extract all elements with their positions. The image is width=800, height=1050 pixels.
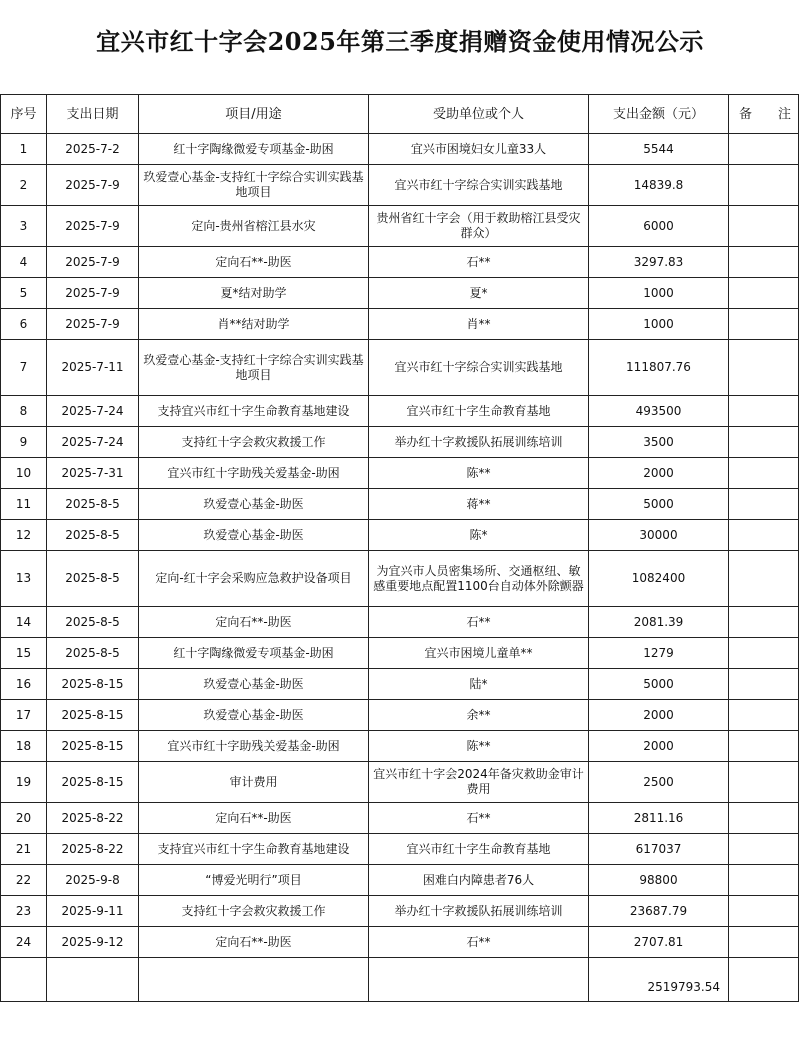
cell-project: “博爱光明行”项目 bbox=[139, 865, 369, 896]
cell-recipient: 石** bbox=[369, 803, 589, 834]
cell-index: 22 bbox=[1, 865, 47, 896]
cell-project: 支持宜兴市红十字生命教育基地建设 bbox=[139, 396, 369, 427]
cell-project: 支持红十字会救灾救援工作 bbox=[139, 896, 369, 927]
cell-date: 2025-8-15 bbox=[47, 669, 139, 700]
cell-index: 18 bbox=[1, 731, 47, 762]
cell-amount: 14839.8 bbox=[589, 165, 729, 206]
cell-recipient: 宜兴市红十字生命教育基地 bbox=[369, 834, 589, 865]
cell-index: 1 bbox=[1, 134, 47, 165]
cell-project: 定向石**-助医 bbox=[139, 803, 369, 834]
table-row bbox=[1, 206, 799, 247]
cell-remark bbox=[729, 309, 799, 340]
cell-index: 10 bbox=[1, 458, 47, 489]
cell-remark bbox=[729, 607, 799, 638]
cell-recipient: 陆* bbox=[369, 669, 589, 700]
cell-date: 2025-8-22 bbox=[47, 834, 139, 865]
table-row bbox=[1, 247, 799, 278]
cell-project: 定向石**-助医 bbox=[139, 247, 369, 278]
cell-index: 9 bbox=[1, 427, 47, 458]
cell-remark bbox=[729, 927, 799, 958]
cell-index: 5 bbox=[1, 278, 47, 309]
cell-index: 2 bbox=[1, 165, 47, 206]
cell-date: 2025-9-12 bbox=[47, 927, 139, 958]
cell-remark bbox=[729, 458, 799, 489]
cell-recipient: 宜兴市红十字生命教育基地 bbox=[369, 396, 589, 427]
total-project-cell bbox=[139, 958, 369, 1002]
cell-date: 2025-7-24 bbox=[47, 396, 139, 427]
cell-recipient: 宜兴市困境妇女儿童33人 bbox=[369, 134, 589, 165]
total-date-cell bbox=[47, 958, 139, 1002]
header-amount: 支出金额（元） bbox=[589, 95, 729, 134]
cell-project: 定向石**-助医 bbox=[139, 927, 369, 958]
table-row bbox=[1, 865, 799, 896]
cell-amount: 2081.39 bbox=[589, 607, 729, 638]
cell-date: 2025-7-9 bbox=[47, 165, 139, 206]
cell-remark bbox=[729, 638, 799, 669]
cell-index: 24 bbox=[1, 927, 47, 958]
cell-index: 12 bbox=[1, 520, 47, 551]
cell-date: 2025-9-11 bbox=[47, 896, 139, 927]
cell-date: 2025-7-9 bbox=[47, 206, 139, 247]
cell-project: 宜兴市红十字助残关爱基金-助困 bbox=[139, 458, 369, 489]
cell-amount: 2000 bbox=[589, 700, 729, 731]
header-remark: 备 注 bbox=[729, 95, 799, 134]
cell-project: 玖爱壹心基金-助医 bbox=[139, 489, 369, 520]
cell-remark bbox=[729, 896, 799, 927]
cell-amount: 6000 bbox=[589, 206, 729, 247]
cell-index: 4 bbox=[1, 247, 47, 278]
cell-project: 肖**结对助学 bbox=[139, 309, 369, 340]
cell-remark bbox=[729, 700, 799, 731]
cell-amount: 2811.16 bbox=[589, 803, 729, 834]
cell-recipient: 为宜兴市人员密集场所、交通枢纽、敏感重要地点配置1100台自动体外除颤器 bbox=[369, 551, 589, 607]
cell-index: 6 bbox=[1, 309, 47, 340]
cell-recipient: 举办红十字救援队拓展训练培训 bbox=[369, 896, 589, 927]
cell-amount: 5000 bbox=[589, 669, 729, 700]
cell-date: 2025-8-15 bbox=[47, 731, 139, 762]
table-row bbox=[1, 520, 799, 551]
total-remark-cell bbox=[729, 958, 799, 1002]
cell-amount: 23687.79 bbox=[589, 896, 729, 927]
cell-recipient: 困难白内障患者76人 bbox=[369, 865, 589, 896]
cell-recipient: 贵州省红十字会（用于救助榕江县受灾群众） bbox=[369, 206, 589, 247]
table-row bbox=[1, 458, 799, 489]
table-row bbox=[1, 165, 799, 206]
cell-index: 11 bbox=[1, 489, 47, 520]
cell-date: 2025-7-11 bbox=[47, 340, 139, 396]
cell-recipient: 宜兴市红十字综合实训实践基地 bbox=[369, 165, 589, 206]
cell-project: 支持宜兴市红十字生命教育基地建设 bbox=[139, 834, 369, 865]
cell-date: 2025-8-5 bbox=[47, 489, 139, 520]
total-index-cell bbox=[1, 958, 47, 1002]
cell-amount: 493500 bbox=[589, 396, 729, 427]
cell-amount: 1000 bbox=[589, 278, 729, 309]
cell-date: 2025-7-2 bbox=[47, 134, 139, 165]
cell-date: 2025-9-8 bbox=[47, 865, 139, 896]
cell-date: 2025-7-24 bbox=[47, 427, 139, 458]
cell-index: 23 bbox=[1, 896, 47, 927]
cell-remark bbox=[729, 834, 799, 865]
cell-amount: 3297.83 bbox=[589, 247, 729, 278]
table-header-row bbox=[1, 95, 799, 134]
cell-project: 夏*结对助学 bbox=[139, 278, 369, 309]
table-row bbox=[1, 489, 799, 520]
cell-amount: 2000 bbox=[589, 731, 729, 762]
cell-remark bbox=[729, 278, 799, 309]
cell-remark bbox=[729, 206, 799, 247]
table-row bbox=[1, 927, 799, 958]
header-recipient: 受助单位或个人 bbox=[369, 95, 589, 134]
table-row bbox=[1, 731, 799, 762]
cell-recipient: 举办红十字救援队拓展训练培训 bbox=[369, 427, 589, 458]
page-title: 宜兴市红十字会2025年第三季度捐赠资金使用情况公示 bbox=[96, 27, 704, 56]
cell-remark bbox=[729, 803, 799, 834]
table-row bbox=[1, 396, 799, 427]
cell-index: 7 bbox=[1, 340, 47, 396]
table-row bbox=[1, 340, 799, 396]
cell-date: 2025-8-5 bbox=[47, 520, 139, 551]
cell-recipient: 宜兴市红十字会2024年备灾救助金审计费用 bbox=[369, 762, 589, 803]
cell-index: 21 bbox=[1, 834, 47, 865]
cell-remark bbox=[729, 247, 799, 278]
cell-amount: 98800 bbox=[589, 865, 729, 896]
cell-date: 2025-7-9 bbox=[47, 247, 139, 278]
cell-recipient: 石** bbox=[369, 247, 589, 278]
cell-index: 19 bbox=[1, 762, 47, 803]
cell-recipient: 宜兴市困境儿童单** bbox=[369, 638, 589, 669]
cell-project: 宜兴市红十字助残关爱基金-助困 bbox=[139, 731, 369, 762]
cell-recipient: 石** bbox=[369, 927, 589, 958]
cell-amount: 1279 bbox=[589, 638, 729, 669]
cell-date: 2025-7-9 bbox=[47, 278, 139, 309]
cell-project: 定向-贵州省榕江县水灾 bbox=[139, 206, 369, 247]
cell-recipient: 宜兴市红十字综合实训实践基地 bbox=[369, 340, 589, 396]
cell-remark bbox=[729, 340, 799, 396]
table-row bbox=[1, 551, 799, 607]
cell-remark bbox=[729, 134, 799, 165]
cell-recipient: 石** bbox=[369, 607, 589, 638]
cell-amount: 2500 bbox=[589, 762, 729, 803]
table-row bbox=[1, 278, 799, 309]
table-row bbox=[1, 669, 799, 700]
table-row bbox=[1, 638, 799, 669]
cell-date: 2025-8-15 bbox=[47, 762, 139, 803]
table-row bbox=[1, 309, 799, 340]
cell-amount: 2000 bbox=[589, 458, 729, 489]
cell-amount: 5000 bbox=[589, 489, 729, 520]
cell-index: 15 bbox=[1, 638, 47, 669]
table-row bbox=[1, 762, 799, 803]
cell-project: 玖爱壹心基金-支持红十字综合实训实践基地项目 bbox=[139, 340, 369, 396]
table-row bbox=[1, 700, 799, 731]
cell-amount: 111807.76 bbox=[589, 340, 729, 396]
cell-index: 20 bbox=[1, 803, 47, 834]
cell-recipient: 余** bbox=[369, 700, 589, 731]
cell-amount: 1000 bbox=[589, 309, 729, 340]
cell-index: 14 bbox=[1, 607, 47, 638]
cell-remark bbox=[729, 489, 799, 520]
total-recipient-cell bbox=[369, 958, 589, 1002]
cell-recipient: 陈** bbox=[369, 458, 589, 489]
table-row bbox=[1, 803, 799, 834]
cell-date: 2025-7-9 bbox=[47, 309, 139, 340]
table-row bbox=[1, 896, 799, 927]
cell-project: 审计费用 bbox=[139, 762, 369, 803]
cell-date: 2025-7-31 bbox=[47, 458, 139, 489]
cell-amount: 1082400 bbox=[589, 551, 729, 607]
table-row bbox=[1, 834, 799, 865]
table-row bbox=[1, 607, 799, 638]
cell-project: 红十字陶缘微爱专项基金-助困 bbox=[139, 134, 369, 165]
table-row bbox=[1, 427, 799, 458]
header-project: 项目/用途 bbox=[139, 95, 369, 134]
cell-project: 玖爱壹心基金-支持红十字综合实训实践基地项目 bbox=[139, 165, 369, 206]
cell-amount: 5544 bbox=[589, 134, 729, 165]
cell-recipient: 陈** bbox=[369, 731, 589, 762]
header-index: 序号 bbox=[1, 95, 47, 134]
cell-project: 定向-红十字会采购应急救护设备项目 bbox=[139, 551, 369, 607]
cell-amount: 2707.81 bbox=[589, 927, 729, 958]
cell-remark bbox=[729, 520, 799, 551]
cell-project: 玖爱壹心基金-助医 bbox=[139, 520, 369, 551]
cell-index: 13 bbox=[1, 551, 47, 607]
cell-remark bbox=[729, 396, 799, 427]
cell-project: 支持红十字会救灾救援工作 bbox=[139, 427, 369, 458]
cell-date: 2025-8-22 bbox=[47, 803, 139, 834]
cell-remark bbox=[729, 669, 799, 700]
cell-index: 17 bbox=[1, 700, 47, 731]
cell-project: 定向石**-助医 bbox=[139, 607, 369, 638]
cell-date: 2025-8-5 bbox=[47, 551, 139, 607]
cell-recipient: 蒋** bbox=[369, 489, 589, 520]
cell-project: 红十字陶缘微爱专项基金-助困 bbox=[139, 638, 369, 669]
cell-date: 2025-8-5 bbox=[47, 638, 139, 669]
cell-remark bbox=[729, 865, 799, 896]
total-amount: 2519793.54 bbox=[589, 958, 729, 1002]
cell-remark bbox=[729, 551, 799, 607]
cell-remark bbox=[729, 762, 799, 803]
cell-recipient: 肖** bbox=[369, 309, 589, 340]
cell-date: 2025-8-5 bbox=[47, 607, 139, 638]
table-row bbox=[1, 134, 799, 165]
cell-amount: 30000 bbox=[589, 520, 729, 551]
cell-remark bbox=[729, 427, 799, 458]
total-row bbox=[1, 958, 799, 1002]
cell-index: 16 bbox=[1, 669, 47, 700]
header-date: 支出日期 bbox=[47, 95, 139, 134]
expenditure-table bbox=[0, 94, 799, 1002]
cell-project: 玖爱壹心基金-助医 bbox=[139, 700, 369, 731]
cell-index: 3 bbox=[1, 206, 47, 247]
cell-amount: 617037 bbox=[589, 834, 729, 865]
cell-recipient: 夏* bbox=[369, 278, 589, 309]
cell-date: 2025-8-15 bbox=[47, 700, 139, 731]
cell-project: 玖爱壹心基金-助医 bbox=[139, 669, 369, 700]
cell-remark bbox=[729, 731, 799, 762]
cell-amount: 3500 bbox=[589, 427, 729, 458]
cell-index: 8 bbox=[1, 396, 47, 427]
cell-recipient: 陈* bbox=[369, 520, 589, 551]
cell-remark bbox=[729, 165, 799, 206]
